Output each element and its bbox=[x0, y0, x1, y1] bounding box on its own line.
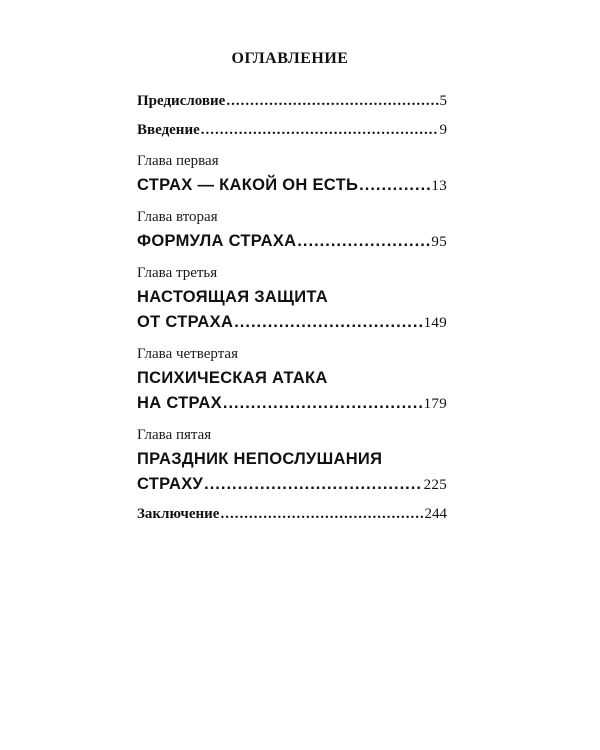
chapter-heading: СТРАХ — КАКОЙ ОН ЕСТЬ bbox=[137, 176, 359, 194]
toc-entry-chapter-2 bbox=[137, 205, 447, 255]
toc-entry-intro bbox=[137, 118, 447, 143]
chapter-heading-line-1: ПРАЗДНИК НЕПОСЛУШАНИЯ bbox=[137, 450, 383, 468]
page-number: 13 bbox=[431, 178, 447, 194]
page-number: 225 bbox=[423, 477, 447, 493]
toc-entry-chapter-5 bbox=[137, 423, 447, 498]
chapter-heading-line-1: НАСТОЯЩАЯ ЗАЩИТА bbox=[137, 288, 328, 306]
chapter-label: Глава пятая bbox=[137, 427, 212, 443]
toc-entry-chapter-4 bbox=[137, 342, 447, 417]
toc-title: ОГЛАВЛЕНИЕ bbox=[231, 50, 349, 67]
chapter-label: Глава первая bbox=[137, 153, 219, 169]
table-of-contents bbox=[137, 89, 447, 527]
chapter-label: Глава вторая bbox=[137, 209, 218, 225]
page-number: 244 bbox=[424, 506, 447, 522]
chapter-heading-line-1: ПСИХИЧЕСКАЯ АТАКА bbox=[137, 369, 328, 387]
entry-title: Введение bbox=[137, 122, 200, 138]
chapter-heading-line-2: ОТ СТРАХА bbox=[137, 313, 234, 331]
dot-leader bbox=[234, 310, 422, 335]
dot-leader bbox=[297, 229, 430, 254]
page-number: 9 bbox=[439, 122, 447, 138]
dot-leader bbox=[359, 173, 430, 198]
chapter-heading-line-2: СТРАХУ bbox=[137, 475, 204, 493]
entry-title: Заключение bbox=[137, 506, 220, 522]
dot-leader bbox=[223, 391, 423, 416]
dot-leader bbox=[220, 502, 423, 527]
dot-leader bbox=[226, 89, 438, 114]
dot-leader bbox=[204, 472, 422, 497]
page-number: 95 bbox=[431, 234, 447, 250]
chapter-label: Глава четвертая bbox=[137, 346, 238, 362]
toc-entry-chapter-1 bbox=[137, 149, 447, 199]
chapter-label: Глава третья bbox=[137, 265, 218, 281]
entry-title: Предисловие bbox=[137, 93, 226, 109]
page-number: 149 bbox=[423, 315, 447, 331]
page-number: 179 bbox=[423, 396, 447, 412]
toc-entry-preface bbox=[137, 89, 447, 114]
toc-entry-conclusion bbox=[137, 502, 447, 527]
page-number: 5 bbox=[439, 93, 447, 109]
chapter-heading-line-2: НА СТРАХ bbox=[137, 394, 222, 412]
chapter-heading: ФОРМУЛА СТРАХА bbox=[137, 232, 297, 250]
toc-entry-chapter-3 bbox=[137, 261, 447, 336]
dot-leader bbox=[201, 118, 439, 143]
